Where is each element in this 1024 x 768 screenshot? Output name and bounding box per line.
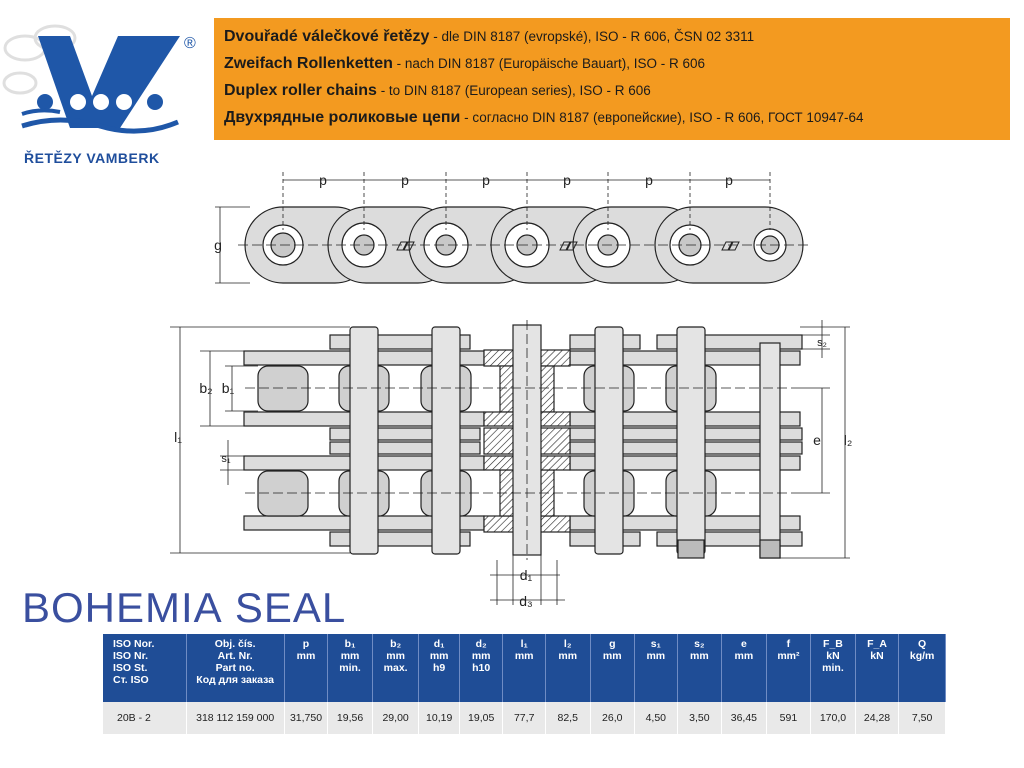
l1-label: l₁ — [174, 429, 182, 445]
header-q: Q kg/m — [899, 634, 946, 702]
chain-technical-drawing — [150, 160, 870, 615]
cell-b1: 19,56 — [328, 702, 373, 734]
d3-label: d₃ — [519, 593, 533, 609]
header-g: g mm — [590, 634, 635, 702]
table-row — [103, 702, 946, 734]
vamberk-logo — [0, 18, 205, 168]
cell-s2: 3,50 — [677, 702, 722, 734]
header-l2: l₂ mm — [545, 634, 590, 702]
b1-label: b₁ — [221, 380, 235, 396]
pitch-label: p — [725, 172, 733, 188]
title-line-en: Duplex roller chains - to DIN 8187 (European series), ISO - R 606 — [224, 82, 651, 99]
l2-label: l₂ — [843, 432, 853, 448]
g-label: g — [214, 237, 222, 253]
header-f: f mm² — [766, 634, 811, 702]
spec-table — [103, 634, 946, 734]
title-banner — [214, 18, 1010, 140]
cell-l2: 82,5 — [545, 702, 590, 734]
cell-fa: 24,28 — [855, 702, 899, 734]
chain-top-view — [244, 325, 802, 558]
cell-b2: 29,00 — [372, 702, 419, 734]
title-line-de: Zweifach Rollenketten - nach DIN 8187 (Europäische Bauart), ISO - R 606 — [224, 55, 706, 72]
header-iso: ISO Nor. ISO Nr. ISO St. Ст. ISO — [103, 634, 186, 702]
cell-e: 36,45 — [722, 702, 767, 734]
header-part-no: Obj. čís. Art. Nr. Part no. Код для заказа — [186, 634, 284, 702]
title-line-ru: Двухрядные роликовые цепи - согласно DIN 8187 (европейские), ISO - R 606, ГОСТ 10947-64 — [224, 109, 864, 126]
table-header-row — [103, 634, 946, 702]
b2-label: b₂ — [199, 380, 213, 396]
cell-d1: 10,19 — [419, 702, 460, 734]
e-label: e — [813, 432, 821, 448]
s1-label: s₁ — [221, 453, 231, 465]
cell-f: 591 — [766, 702, 811, 734]
header-fb: F_B kN min. — [811, 634, 856, 702]
pitch-label: p — [482, 172, 490, 188]
header-e: e mm — [722, 634, 767, 702]
pitch-label: p — [645, 172, 653, 188]
cell-iso: 20B - 2 — [103, 702, 186, 734]
cell-s1: 4,50 — [635, 702, 678, 734]
brand-name: ŘETĚZY VAMBERK — [24, 150, 160, 166]
cell-p: 31,750 — [284, 702, 328, 734]
header-b2: b₂ mm max. — [372, 634, 419, 702]
cell-l1: 77,7 — [503, 702, 546, 734]
cell-fb: 170,0 — [811, 702, 856, 734]
cell-d2: 19,05 — [459, 702, 503, 734]
cell-q: 7,50 — [899, 702, 946, 734]
cell-part-no: 318 112 159 000 — [186, 702, 284, 734]
bohemia-seal-watermark: BOHEMIA SEAL — [22, 584, 347, 631]
header-b1: b₁ mm min. — [328, 634, 373, 702]
header-fa: F_A kN — [855, 634, 899, 702]
header-p: p mm — [284, 634, 328, 702]
header-l1: l₁ mm — [503, 634, 546, 702]
pitch-label: p — [319, 172, 327, 188]
header-s2: s₂ mm — [677, 634, 722, 702]
header-d1: d₁ mm h9 — [419, 634, 460, 702]
s2-label: s₂ — [817, 337, 827, 349]
d1-label: d₁ — [519, 567, 533, 583]
pitch-label: p — [563, 172, 571, 188]
vamberk-logo-mark — [0, 18, 205, 153]
header-s1: s₁ mm — [635, 634, 678, 702]
cell-g: 26,0 — [590, 702, 635, 734]
title-line-cz: Dvouřadé válečkové řetězy - dle DIN 8187 (evropské), ISO - R 606, ČSN 02 3311 — [224, 28, 755, 45]
header-d2: d₂ mm h10 — [459, 634, 503, 702]
pitch-label: p — [401, 172, 409, 188]
svg-text:®: ® — [184, 35, 196, 52]
